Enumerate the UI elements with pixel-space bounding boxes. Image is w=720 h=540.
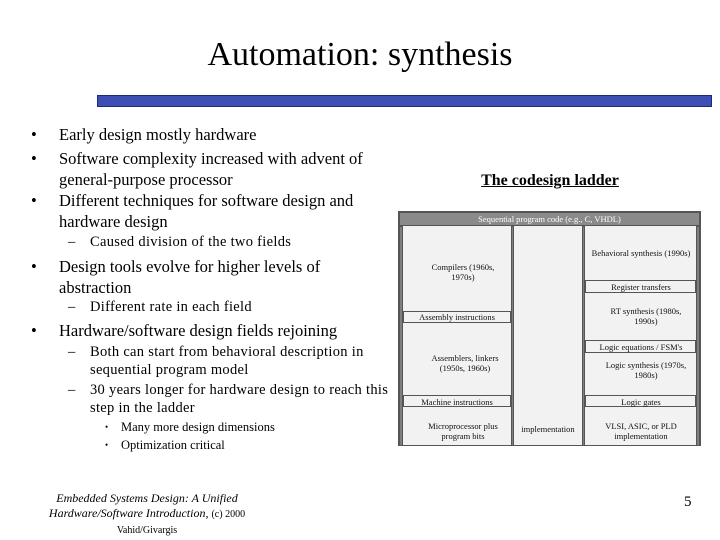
label-behavioral-synthesis: Behavioral synthesis (1990s) — [591, 248, 691, 258]
bullet-design-tools — [31, 256, 389, 298]
small-bullet-glyph: • — [105, 440, 109, 450]
label-logic-synthesis: Logic synthesis (1970s, 1980s) — [605, 360, 687, 380]
footer-citation — [22, 491, 272, 538]
label-logic-gates: Logic gates — [621, 397, 661, 407]
bullet-text: Software complexity increased with advent of general-purpose processor — [59, 149, 363, 189]
bullet-text: Early design mostly hardware — [59, 125, 257, 144]
footer-book-subtitle: Hardware/Software Introduction, — [48, 506, 209, 520]
ladder-title: The codesign ladder — [481, 172, 619, 189]
sub-bullet-thirty-years — [68, 381, 390, 417]
bullet-glyph: • — [31, 149, 37, 168]
dash-glyph: – — [68, 382, 76, 398]
hardware-rail — [696, 226, 700, 446]
label-vlsi: VLSI, ASIC, or PLD implementation — [605, 421, 677, 441]
sub-bullet-different-rate — [68, 298, 390, 316]
bullet-glyph: • — [31, 257, 37, 276]
dash-glyph: – — [68, 234, 76, 250]
bullet-different-techniques — [31, 190, 389, 232]
label-rt-synthesis: RT synthesis (1980s, 1990s) — [610, 306, 682, 326]
label-assemblers: Assemblers, linkers (1950s, 1960s) — [431, 353, 499, 373]
bullet-glyph: • — [31, 191, 37, 210]
dash-glyph: – — [68, 299, 76, 315]
label-logic-equations: Logic equations / FSM's — [599, 342, 683, 352]
sub-bullet-text: Both can start from behavioral description in sequential program model — [90, 344, 364, 378]
bullet-rejoining — [31, 320, 389, 341]
sub-sub-bullet-dimensions — [105, 419, 381, 435]
small-bullet-glyph: • — [105, 422, 109, 432]
label-implementation: implementation — [521, 424, 575, 434]
footer-copyright: (c) 2000 Vahid/Givargis — [116, 509, 246, 536]
sub-bullet-text: 30 years longer for hardware design to reach this step in the ladder — [90, 382, 389, 416]
bullet-software-complexity — [31, 148, 389, 190]
footer-book-title: Embedded Systems Design: A Unified — [56, 491, 238, 505]
bullet-glyph: • — [31, 125, 37, 144]
sub-sub-bullet-text: Optimization critical — [121, 438, 225, 452]
bullet-glyph: • — [31, 321, 37, 340]
bullet-text: Different techniques for software design and hardware design — [59, 191, 354, 231]
sub-sub-bullet-optimization — [105, 437, 381, 453]
sub-bullet-behavioral — [68, 343, 390, 379]
label-assembly-instructions: Assembly instructions — [419, 312, 495, 322]
bullet-text: Hardware/software design fields rejoining — [59, 321, 338, 340]
title-rule — [97, 95, 712, 107]
codesign-ladder — [398, 211, 701, 446]
hardware-center-rail — [582, 226, 585, 446]
sub-sub-bullet-text: Many more design dimensions — [121, 420, 275, 434]
label-machine-instructions: Machine instructions — [421, 397, 493, 407]
sub-bullet-text: Different rate in each field — [90, 299, 252, 315]
software-center-rail — [511, 226, 514, 446]
label-sequential-code: Sequential program code (e.g., C, VHDL) — [478, 214, 621, 224]
software-rail — [399, 226, 403, 446]
sub-bullet-caused-division — [68, 233, 390, 251]
bullet-text: Design tools evolve for higher levels of abstraction — [59, 257, 321, 297]
slide-title: Automation: synthesis — [207, 36, 513, 73]
label-register-transfers: Register transfers — [611, 282, 671, 292]
label-compilers: Compilers (1960s, 1970s) — [431, 262, 495, 282]
dash-glyph: – — [68, 344, 76, 360]
page-number: 5 — [684, 494, 692, 510]
label-microprocessor: Microprocessor plus program bits — [428, 421, 498, 441]
sub-bullet-text: Caused division of the two fields — [90, 234, 292, 250]
bullet-early-design — [31, 124, 389, 145]
